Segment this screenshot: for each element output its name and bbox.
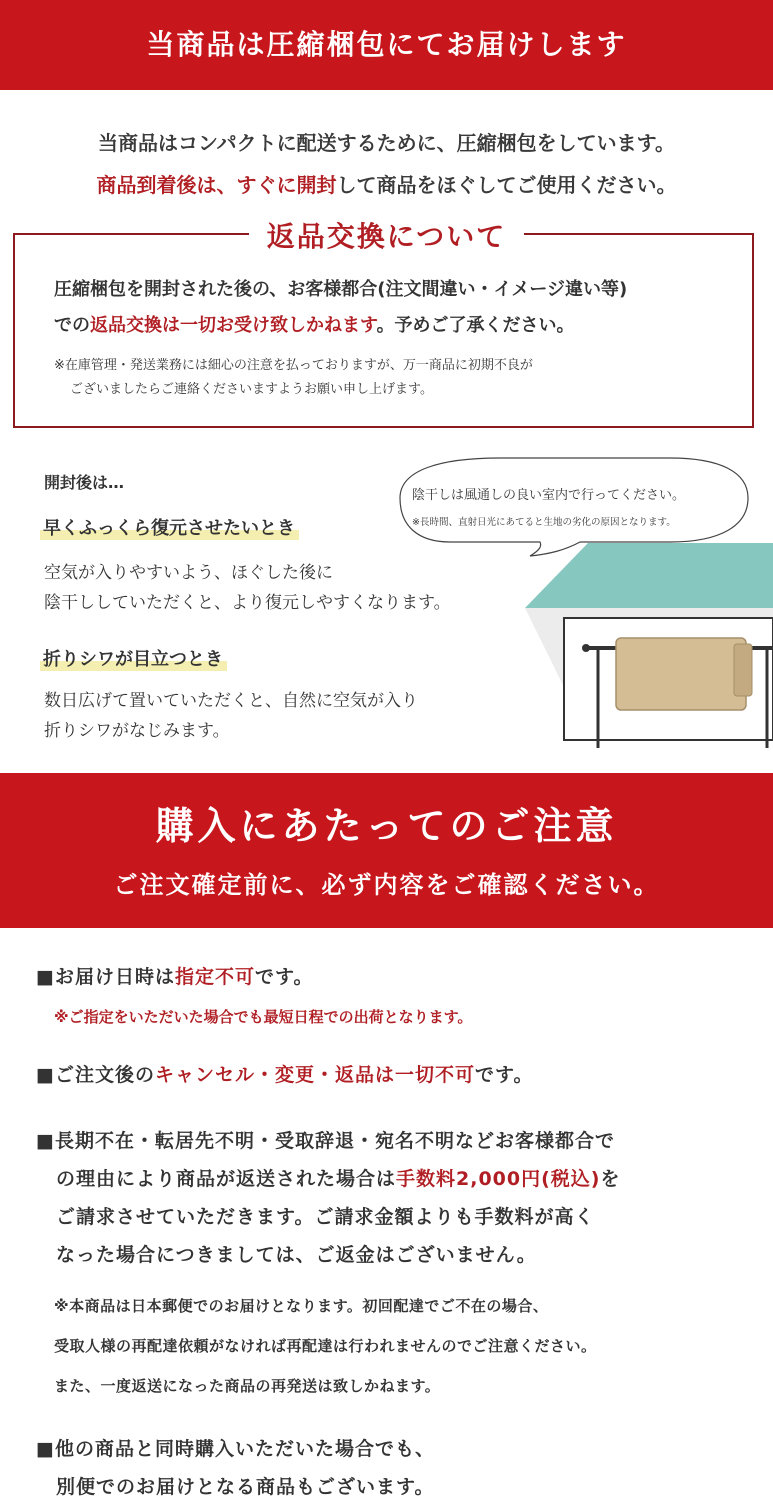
caution-item-delivery-note: ※ご指定をいただいた場合でも最短日程での出荷となります。 <box>54 1008 473 1026</box>
speech-bubble-icon <box>400 458 748 556</box>
tip1-line2: 陰干ししていただくと、より復元しやすくなります。 <box>44 593 451 613</box>
return-note-line1: ※在庫管理・発送業務には細心の注意を払っておりますが、万一商品に初期不良が <box>54 358 533 373</box>
item3-line1: ■長期不在・転居先不明・受取辞退・宛名不明などお客様都合で <box>36 1130 615 1152</box>
intro-text <box>0 122 773 206</box>
item1-b: です。 <box>254 966 314 988</box>
item3-line2 <box>36 1160 621 1198</box>
item3-line4: なった場合につきましては、ご返金はございません。 <box>56 1244 537 1266</box>
top-banner <box>0 0 773 90</box>
return-policy-body <box>54 272 744 344</box>
return-policy-title <box>0 215 773 255</box>
intro-line2 <box>0 164 773 206</box>
item3-line3: ご請求させていただきます。ご請求金額よりも手数料が高く <box>56 1206 595 1228</box>
post-note-line1: ※本商品は日本郵便でのお届けとなります。初回配達でご不在の場合、 <box>54 1297 549 1315</box>
after-open-heading: 開封後は… <box>44 473 125 492</box>
tip1-title: 早くふっくら復元させたいとき <box>40 514 299 540</box>
return-policy-title-text: 返品交換について <box>249 220 524 253</box>
item2-red: キャンセル・変更・返品は一切不可 <box>154 1064 475 1086</box>
return-line2-b: 。予めご了承ください。 <box>376 315 575 336</box>
return-line2-a: での <box>54 315 90 336</box>
item3-line2-a: の理由により商品が返送された場合は <box>56 1168 397 1190</box>
return-policy-note <box>54 354 744 402</box>
item4-line2: 別便でのお届けとなる商品もございます。 <box>56 1476 435 1498</box>
return-line1: 圧縮梱包を開封された後の、お客様都合(注文間違い・イメージ違い等) <box>54 279 628 300</box>
intro-line2-rest: して商品をほぐしてご使用ください。 <box>336 173 677 197</box>
item1-a: ■お届け日時は <box>36 966 175 988</box>
return-line2-red: 返品交換は一切お受け致しかねます <box>90 315 377 336</box>
tip2-text <box>44 686 418 746</box>
caution-title: 購入にあたってのご注意 <box>155 804 618 848</box>
caution-subtitle: ご注文確定前に、必ず内容をご確認ください。 <box>113 871 660 899</box>
bubble-note: ※長時間、直射日光にあてると生地の劣化の原因となります。 <box>412 517 676 528</box>
towel-illustration <box>616 638 746 710</box>
caution-item-separate-shipping <box>36 1430 435 1506</box>
return-note-line2: ございましたらご連絡くださいますようお願い申し上げます。 <box>70 382 433 397</box>
bubble-text: 陰干しは風通しの良い室内で行ってください。 <box>412 488 686 503</box>
caution-item-cancel <box>36 1056 533 1094</box>
item2-b: です。 <box>474 1064 534 1086</box>
item3-line2-red: 手数料2,000円(税込) <box>396 1168 601 1190</box>
post-note-line3: また、一度返送になった商品の再発送は致しかねます。 <box>54 1377 441 1395</box>
caution-post-note <box>54 1286 597 1406</box>
item2-a: ■ご注文後の <box>36 1064 155 1086</box>
top-banner-title: 当商品は圧縮梱包にてお届けします <box>146 28 627 61</box>
caution-banner <box>0 773 773 928</box>
tip1-line1: 空気が入りやすいよう、ほぐした後に <box>44 563 333 583</box>
tip2-line1: 数日広げて置いていただくと、自然に空気が入り <box>44 691 418 711</box>
item1-red: 指定不可 <box>174 966 255 988</box>
tip2-title: 折りシワが目立つとき <box>40 645 227 671</box>
caution-item-return-fee <box>36 1122 621 1274</box>
intro-line1: 当商品はコンパクトに配送するために、圧縮梱包をしています。 <box>98 131 675 155</box>
item3-line2-b: を <box>600 1168 621 1190</box>
caution-item-delivery-date <box>36 958 313 996</box>
tip2-line2: 折りシワがなじみます。 <box>44 721 230 741</box>
post-note-line2: 受取人様の再配達依頼がなければ再配達は行われませんのでご注意ください。 <box>54 1337 597 1355</box>
return-line2 <box>54 308 744 344</box>
intro-line2-red: 商品到着後は、すぐに開封 <box>96 173 337 197</box>
item4-line1: ■他の商品と同時購入いただいた場合でも、 <box>36 1438 435 1460</box>
